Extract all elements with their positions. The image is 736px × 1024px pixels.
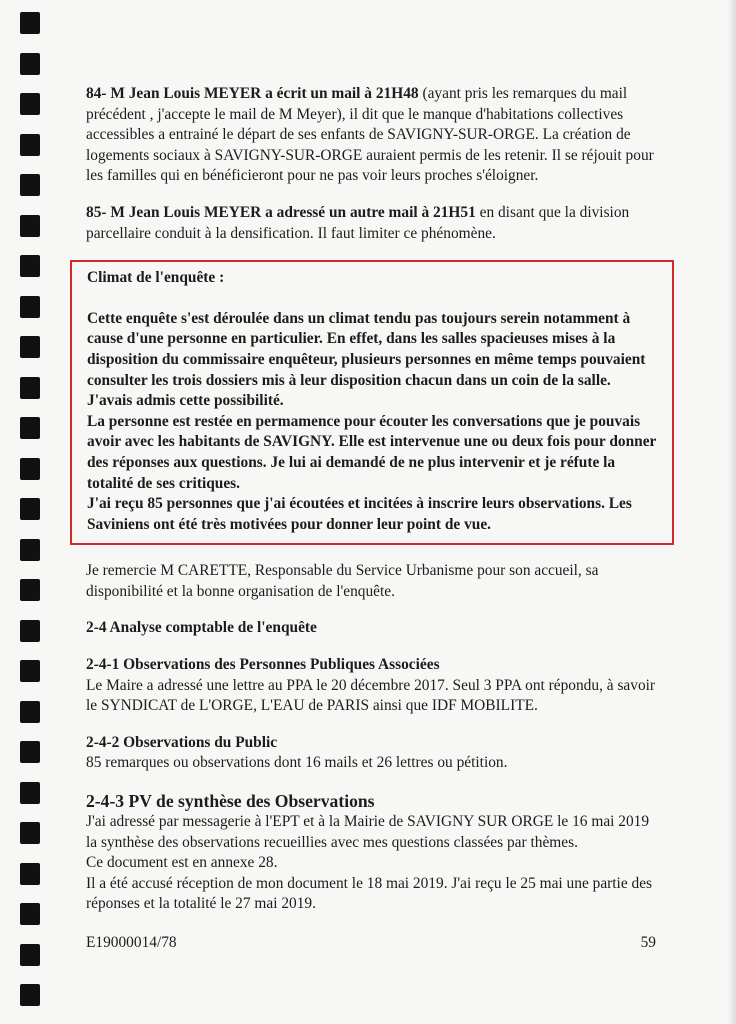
binding-hole <box>20 215 40 237</box>
section-2-4-3-text-1: J'ai adressé par messagerie à l'EPT et à la Mairie de SAVIGNY SUR ORGE le 16 mai 2019 la synthèse des observations recueillies avec mes questions classées par thèmes. <box>86 813 650 851</box>
climat-title: Climat de l'enquête : <box>87 269 225 287</box>
binding-hole <box>20 863 40 885</box>
binding-hole <box>20 458 40 480</box>
paragraph-85-head: 85- M Jean Louis MEYER a adressé un autre mail à 21H51 <box>86 203 476 221</box>
binding-hole <box>20 579 40 601</box>
binding-hole <box>20 134 40 156</box>
binding-hole <box>20 620 40 642</box>
binding-hole <box>20 903 40 925</box>
binding-hole <box>20 377 40 399</box>
paragraph-84 <box>86 84 656 187</box>
binding-hole <box>20 296 40 318</box>
binding-hole <box>20 255 40 277</box>
section-2-4-1-heading: 2-4-1 Observations des Personnes Publiques Associées <box>86 656 440 674</box>
paragraph-84-head: 84- M Jean Louis MEYER a écrit un mail à 21H48 <box>86 85 419 102</box>
page-number: 59 <box>640 934 656 951</box>
section-2-4-3-heading: 2-4-3 PV de synthèse des Observations <box>86 791 375 812</box>
binding-hole <box>20 12 40 34</box>
climat-paragraph-1: Cette enquête s'est déroulée dans un climat tendu pas toujours serein notamment à cause d'une personne en particulier. En effet, dans les salles spacieuses mises à la disposition du commissaire enquêteur, plusieurs personnes en même temps pouvaient consulter les trois dossiers mis à leur disposition chacun dans un coin de la salle. J'avais admis cette possibilité. <box>87 309 646 410</box>
binding-hole <box>20 53 40 75</box>
paragraph-84-text: (ayant pris les remarques du mail précédent , j'accepte le mail de M Meyer), il dit que le manque d'habitations collectives accessibles a entrainé le départ de ses enfants de SAVIGNY-SUR-ORGE. La création de logements sociaux à SAVIGNY-SUR-ORGE auraient permis de les retenir. Il se réjouit pour les familles qui en bénéficieront pour ne pas voir leurs proches s'éloigner. <box>86 85 654 185</box>
page-edge-shadow <box>728 0 736 1024</box>
binding-hole <box>20 93 40 115</box>
binding-hole <box>20 944 40 966</box>
acknowledgement-paragraph: Je remercie M CARETTE, Responsable du Service Urbanisme pour son accueil, sa disponibilité et la bonne organisation de l'enquête. <box>86 562 599 600</box>
document-reference: E19000014/78 <box>86 934 177 951</box>
section-2-4-heading: 2-4 Analyse comptable de l'enquête <box>86 619 317 637</box>
binding-hole <box>20 660 40 682</box>
binding-hole <box>20 539 40 561</box>
spiral-binding <box>20 0 42 1024</box>
page-footer <box>86 934 656 952</box>
section-2-4-1-text: Le Maire a adressé une lettre au PPA le 20 décembre 2017. Seul 3 PPA ont répondu, à savoir le SYNDICAT de L'ORGE, L'EAU de PARIS ainsi que IDF MOBILITE. <box>86 676 656 715</box>
climat-paragraph-3: J'ai reçu 85 personnes que j'ai écoutées et incitées à inscrire leurs observations. Les Saviniens ont été très motivées pour donner leur point de vue. <box>87 495 632 533</box>
page-content <box>86 84 656 915</box>
binding-hole <box>20 701 40 723</box>
binding-hole <box>20 498 40 520</box>
binding-hole <box>20 741 40 763</box>
section-2-4-2-text: 85 remarques ou observations dont 16 mails et 26 lettres ou pétition. <box>86 754 508 772</box>
section-2-4-2-heading: 2-4-2 Observations du Public <box>86 733 278 751</box>
paragraph-85 <box>86 203 656 244</box>
binding-hole <box>20 174 40 196</box>
climat-paragraph-2: La personne est restée en permamence pour écouter les conversations que je pouvais avoir avec les habitants de SAVIGNY. Elle est intervenue une ou deux fois pour donner des réponses aux questions. Je lui ai demandé de ne plus intervenir et je réfute la totalité de ses critiques. <box>87 412 657 492</box>
binding-hole <box>20 984 40 1006</box>
binding-hole <box>20 417 40 439</box>
binding-hole <box>20 782 40 804</box>
climat-highlight-box <box>70 260 674 545</box>
section-2-4-3-text-3: Il a été accusé réception de mon document le 18 mai 2019. J'ai reçu le 25 mai une partie des réponses et la totalité le 27 mai 2019. <box>86 874 653 913</box>
binding-hole <box>20 336 40 358</box>
section-2-4-3-text-2: Ce document est en annexe 28. <box>86 854 278 872</box>
binding-hole <box>20 822 40 844</box>
paragraph-85-text: en disant que la division parcellaire conduit à la densification. Il faut limiter ce phénomène. <box>86 203 630 242</box>
